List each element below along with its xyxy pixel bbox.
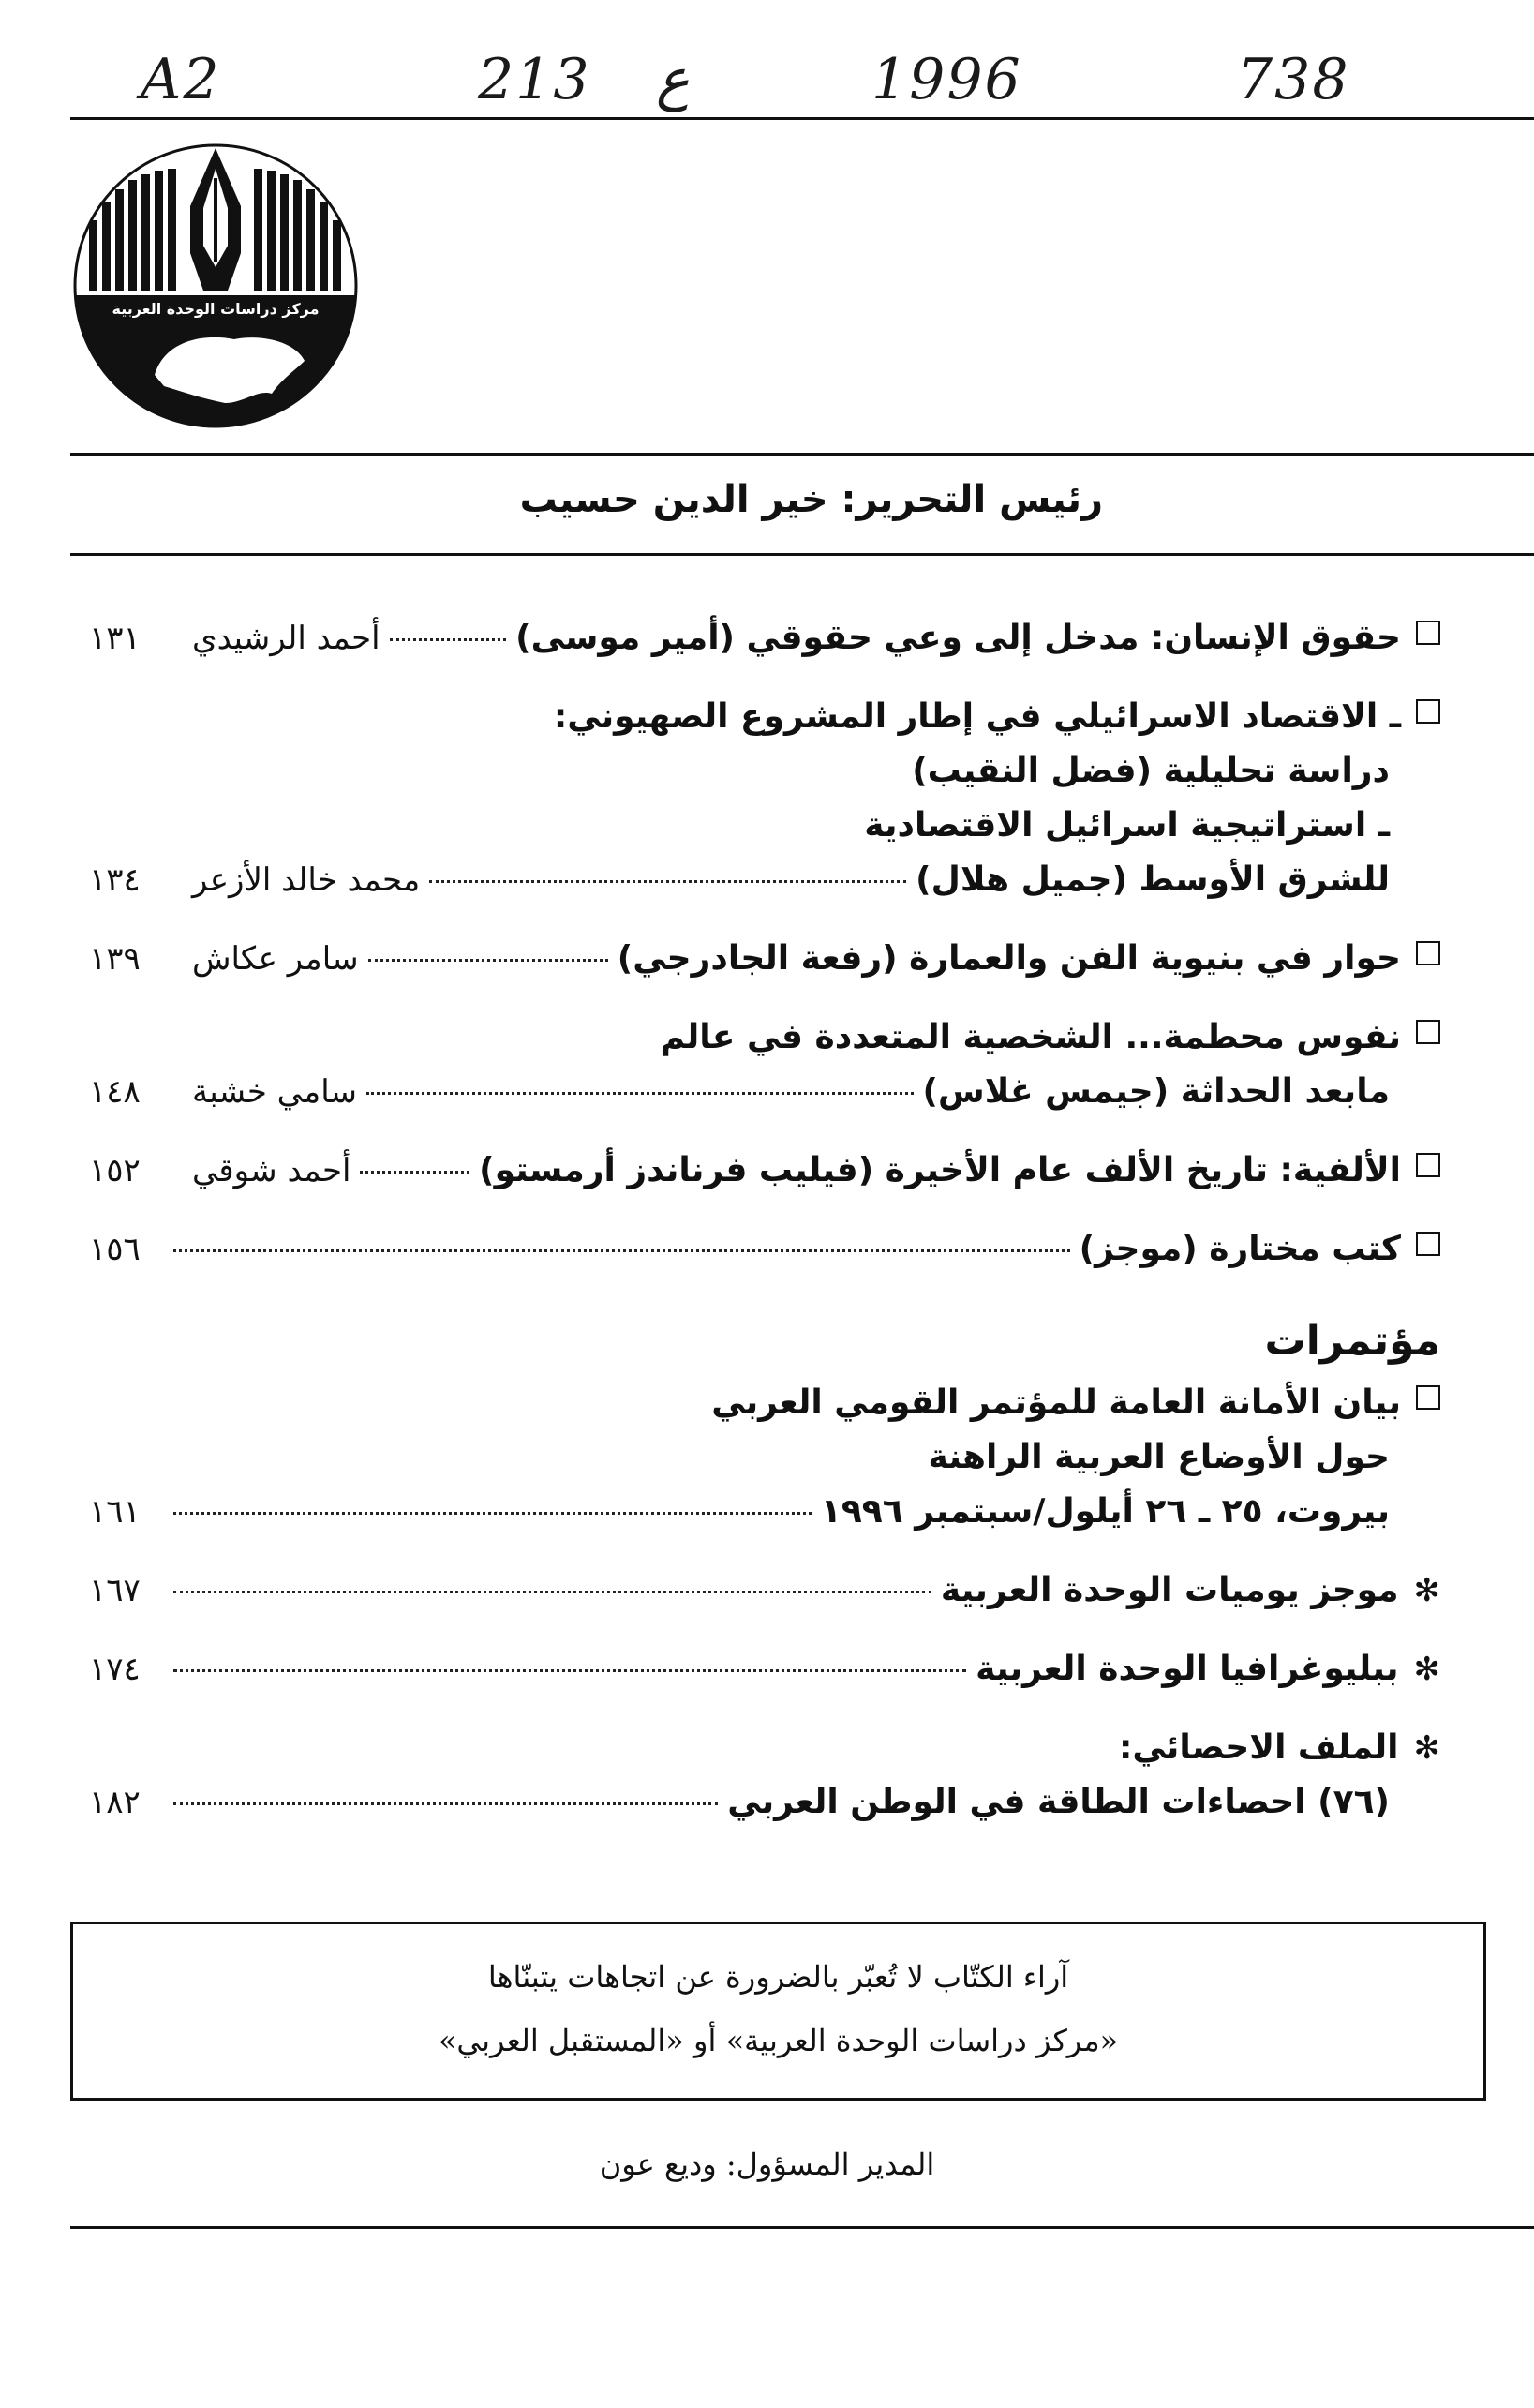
- asterisk-icon: ✻: [1413, 1651, 1440, 1688]
- logo-caption: مركز دراسات الوحدة العربية: [112, 300, 320, 318]
- toc-page-number: ١٦١: [89, 1493, 141, 1531]
- dot-leader: [173, 1512, 812, 1515]
- disclaimer-box: [70, 1922, 1486, 2101]
- disclaimer-line-1: آراء الكتّاب لا تُعبّر بالضرورة عن اتجاهات يتبنّاها: [487, 1959, 1069, 1995]
- toc-title: الملف الاحصائي:: [1118, 1728, 1399, 1767]
- top-rule: [70, 117, 1534, 120]
- toc-entry: [89, 1018, 1440, 1127]
- dot-leader: [368, 959, 608, 962]
- toc-title: الألفية: تاريخ الألف عام الأخيرة (فيليب فرناندز أرمستو): [479, 1151, 1401, 1189]
- toc-title: ببليوغرافيا الوحدة العربية: [976, 1650, 1399, 1688]
- checkbox-icon: [1416, 699, 1440, 724]
- toc-page-number: ١٣١: [89, 620, 141, 657]
- toc-page-number: ١٤٨: [89, 1073, 141, 1111]
- handwritten-month: ع: [656, 47, 690, 112]
- toc-title: حوار في بنيوية الفن والعمارة (رفعة الجادرجي): [617, 939, 1401, 978]
- toc-title: كتب مختارة (موجز): [1079, 1230, 1401, 1268]
- toc-author: محمد خالد الأزعر: [192, 861, 421, 899]
- checkbox-icon: [1416, 621, 1440, 645]
- disclaimer-line-2: «مركز دراسات الوحدة العربية» أو «المستقبل العربي»: [438, 2023, 1119, 2058]
- toc-line: [89, 1438, 1440, 1492]
- toc-entry: [89, 1383, 1440, 1547]
- dot-leader: [173, 1669, 966, 1672]
- toc-articles: [89, 619, 1440, 1284]
- asterisk-icon: ✻: [1413, 1729, 1440, 1767]
- dot-leader: [173, 1591, 931, 1593]
- toc-conferences: [89, 1383, 1440, 1837]
- dot-leader: [360, 1171, 469, 1174]
- toc-line: [89, 1492, 1440, 1547]
- logo-emblem: [70, 141, 361, 431]
- checkbox-icon: [1416, 1020, 1440, 1044]
- toc-page-number: ١٥٢: [89, 1152, 141, 1189]
- toc-title: ـ الاقتصاد الاسرائيلي في إطار المشروع الصهيوني:: [553, 697, 1401, 736]
- asterisk-icon: ✻: [1413, 1572, 1440, 1609]
- toc-title: نفوس محطمة... الشخصية المتعددة في عالم: [660, 1018, 1401, 1056]
- toc-line: [89, 619, 1440, 673]
- toc-title: حقوق الإنسان: مدخل إلى وعي حقوقي (أمير موسى): [515, 619, 1401, 657]
- toc-title: ـ استراتيجية اسرائيل الاقتصادية: [864, 806, 1390, 845]
- toc-page-number: ١٣٩: [89, 940, 141, 978]
- toc-title: حول الأوضاع العربية الراهنة: [928, 1438, 1390, 1476]
- toc-line: [89, 1571, 1440, 1625]
- toc-author: سامر عكاش: [192, 940, 359, 978]
- toc-line: [89, 806, 1440, 860]
- toc-title: موجز يوميات الوحدة العربية: [940, 1571, 1399, 1609]
- managing-director: المدير المسؤول: وديع عون: [599, 2146, 935, 2182]
- toc-line: [89, 1072, 1440, 1127]
- toc-line: [89, 1728, 1440, 1783]
- checkbox-icon: [1416, 941, 1440, 965]
- bottom-rule: [70, 2226, 1534, 2229]
- toc-page-number: ١٦٧: [89, 1572, 141, 1609]
- toc-line: [89, 1783, 1440, 1837]
- toc-line: [89, 1230, 1440, 1284]
- toc-entry: [89, 697, 1440, 915]
- editor-rule: [70, 553, 1534, 556]
- center-logo: [70, 141, 361, 431]
- table-of-contents: [89, 619, 1440, 1862]
- editor-in-chief: رئيس التحرير: خير الدين حسيب: [519, 478, 1103, 521]
- toc-entry: [89, 1728, 1440, 1837]
- toc-title: مابعد الحداثة (جيمس غلاس): [922, 1072, 1390, 1111]
- toc-page-number: ١٣٤: [89, 861, 141, 899]
- toc-author: سامي خشبة: [192, 1073, 358, 1111]
- dot-leader: [429, 880, 906, 883]
- toc-title: بيان الأمانة العامة للمؤتمر القومي العربي: [711, 1383, 1401, 1422]
- dot-leader: [390, 638, 507, 641]
- checkbox-icon: [1416, 1232, 1440, 1256]
- toc-entry: [89, 1230, 1440, 1284]
- toc-title: دراسة تحليلية (فضل النقيب): [912, 752, 1390, 790]
- handwritten-code: A2: [141, 47, 221, 112]
- toc-page-number: ١٧٤: [89, 1651, 141, 1688]
- toc-line: [89, 1018, 1440, 1072]
- dot-leader: [173, 1802, 718, 1805]
- toc-author: أحمد الرشيدي: [192, 620, 380, 657]
- checkbox-icon: [1416, 1385, 1440, 1410]
- toc-entry: [89, 1650, 1440, 1704]
- toc-entry: [89, 619, 1440, 673]
- dot-leader: [366, 1092, 913, 1095]
- toc-entry: [89, 939, 1440, 994]
- toc-page-number: ١٥٦: [89, 1231, 141, 1268]
- toc-line: [89, 1383, 1440, 1438]
- handwritten-ref: 738: [1237, 47, 1350, 112]
- toc-line: [89, 1151, 1440, 1205]
- toc-entry: [89, 1571, 1440, 1625]
- handwritten-year: 1996: [871, 47, 1022, 112]
- toc-entry: [89, 1151, 1440, 1205]
- conferences-heading: مؤتمرات: [1264, 1317, 1440, 1365]
- dot-leader: [173, 1249, 1070, 1252]
- toc-line: [89, 939, 1440, 994]
- toc-page-number: ١٨٢: [89, 1784, 141, 1821]
- toc-author: أحمد شوقي: [192, 1152, 351, 1189]
- toc-title: (٧٦) احصاءات الطاقة في الوطن العربي: [727, 1783, 1390, 1821]
- toc-title: للشرق الأوسط (جميل هلال): [916, 860, 1390, 899]
- toc-title: بيروت، ٢٥ ـ ٢٦ أيلول/سبتمبر ١٩٩٦: [820, 1492, 1390, 1531]
- toc-line: [89, 752, 1440, 806]
- checkbox-icon: [1416, 1153, 1440, 1177]
- logo-rule: [70, 453, 1534, 456]
- handwritten-issue: 213: [478, 47, 591, 112]
- toc-line: [89, 1650, 1440, 1704]
- toc-line: [89, 697, 1440, 752]
- toc-line: [89, 860, 1440, 915]
